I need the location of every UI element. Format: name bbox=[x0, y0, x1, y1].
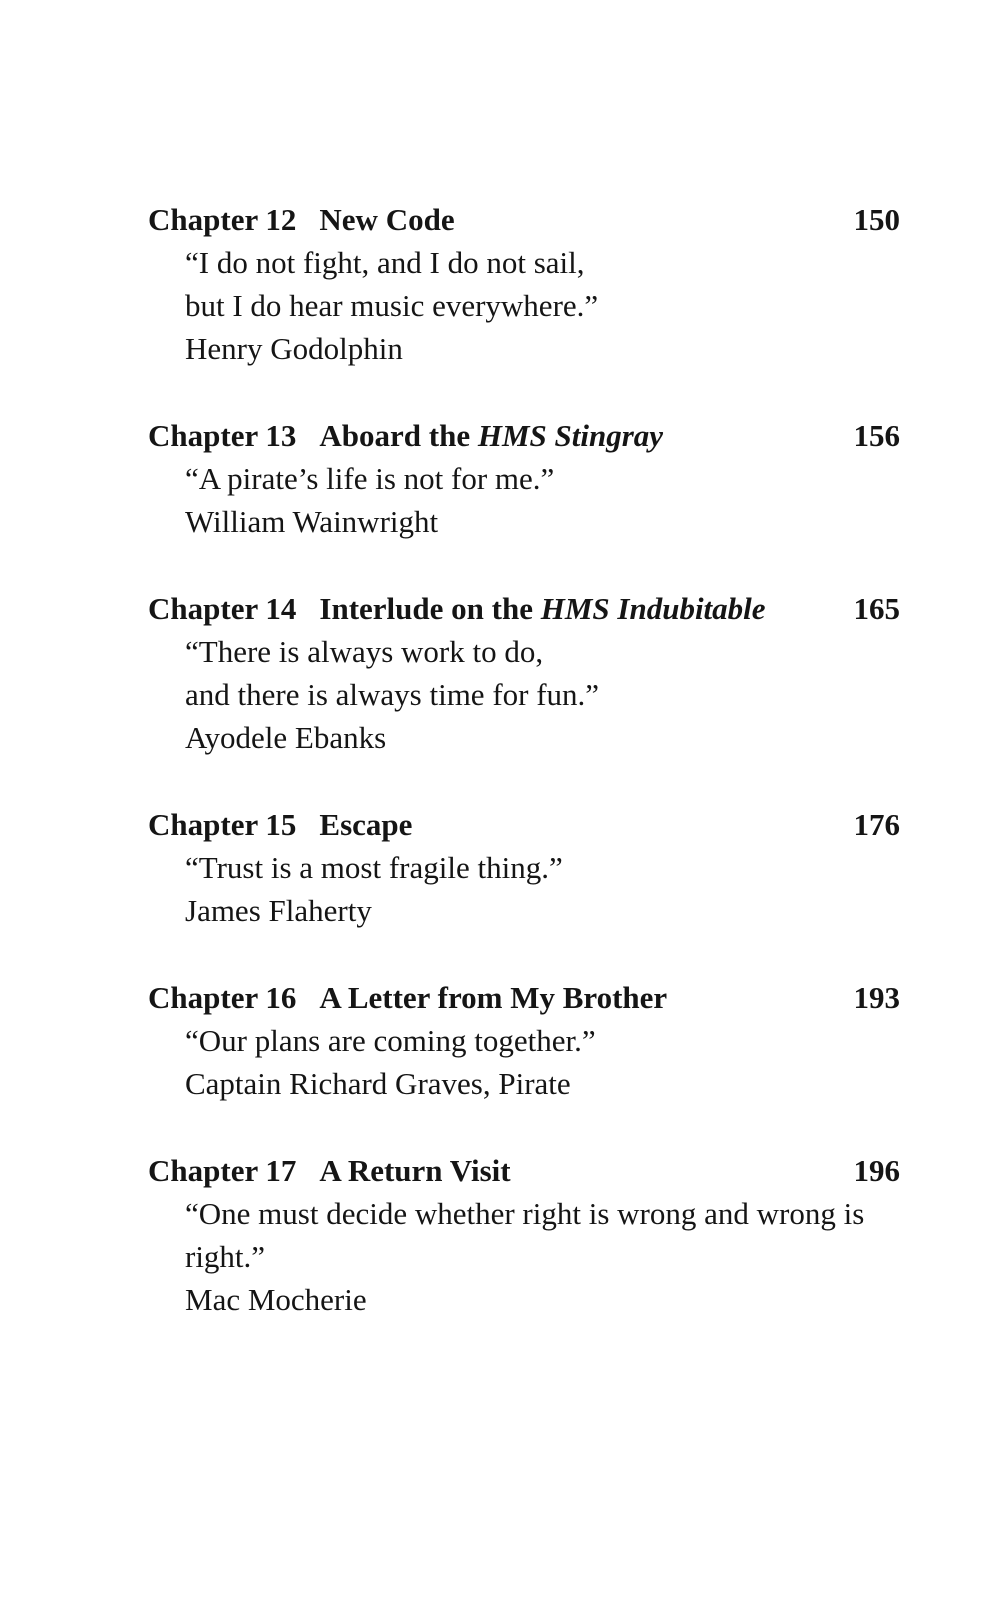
chapter-number-label: Chapter 17 bbox=[148, 1153, 297, 1188]
chapter-title-italic: HMS Stingray bbox=[477, 418, 664, 453]
chapter-title-italic: HMS Indubitable bbox=[540, 591, 766, 626]
epigraph-attribution: James Flaherty bbox=[185, 893, 372, 928]
chapter-title: New Code bbox=[319, 202, 455, 237]
epigraph-quote-line: but I do hear music everywhere.” bbox=[185, 288, 599, 323]
chapter-number-label: Chapter 16 bbox=[148, 980, 297, 1015]
toc-entry bbox=[148, 587, 900, 759]
chapter-number-label: Chapter 13 bbox=[148, 418, 297, 453]
chapter-heading bbox=[148, 587, 900, 630]
epigraph-attribution: Ayodele Ebanks bbox=[185, 720, 387, 755]
page-number: 196 bbox=[853, 1153, 900, 1188]
page-number: 193 bbox=[853, 980, 900, 1015]
chapter-title: Interlude on the bbox=[319, 591, 541, 626]
chapter-title: A Return Visit bbox=[319, 1153, 511, 1188]
chapter-title: A Letter from My Brother bbox=[319, 980, 668, 1015]
page-number: 150 bbox=[853, 202, 900, 237]
chapter-title: Escape bbox=[319, 807, 413, 842]
chapter-heading bbox=[148, 803, 900, 846]
toc-entry bbox=[148, 1149, 900, 1321]
chapter-number-label: Chapter 15 bbox=[148, 807, 297, 842]
chapter-heading-text bbox=[148, 414, 663, 457]
chapter-number-label: Chapter 14 bbox=[148, 591, 297, 626]
epigraph-quote-line: “Our plans are coming together.” bbox=[185, 1023, 596, 1058]
chapter-number-label: Chapter 12 bbox=[148, 202, 297, 237]
chapter-heading bbox=[148, 414, 900, 457]
epigraph-attribution: William Wainwright bbox=[185, 504, 439, 539]
page-number: 165 bbox=[853, 591, 900, 626]
chapter-heading-text bbox=[148, 587, 766, 630]
epigraph-attribution: Captain Richard Graves, Pirate bbox=[185, 1066, 571, 1101]
chapter-heading bbox=[148, 976, 900, 1019]
epigraph-quote-line: “One must decide whether right is wrong and wrong is right.” bbox=[185, 1196, 865, 1274]
toc-entry bbox=[148, 414, 900, 543]
epigraph-quote-line: “Trust is a most fragile thing.” bbox=[185, 850, 563, 885]
table-of-contents bbox=[148, 198, 900, 1365]
toc-entry bbox=[148, 198, 900, 370]
chapter-heading-text bbox=[148, 1149, 511, 1192]
epigraph-quote-line: “I do not fight, and I do not sail, bbox=[185, 245, 585, 280]
chapter-heading-text bbox=[148, 976, 667, 1019]
epigraph-attribution: Henry Godolphin bbox=[185, 331, 403, 366]
page-number: 176 bbox=[853, 807, 900, 842]
epigraph-quote-line: “A pirate’s life is not for me.” bbox=[185, 461, 555, 496]
chapter-heading bbox=[148, 198, 900, 241]
page-number: 156 bbox=[853, 418, 900, 453]
chapter-title: Aboard the bbox=[319, 418, 478, 453]
epigraph-quote-line: “There is always work to do, bbox=[185, 634, 544, 669]
toc-entry bbox=[148, 803, 900, 932]
epigraph-quote-line: and there is always time for fun.” bbox=[185, 677, 600, 712]
chapter-heading-text bbox=[148, 803, 412, 846]
toc-entry bbox=[148, 976, 900, 1105]
epigraph-attribution: Mac Mocherie bbox=[185, 1282, 367, 1317]
chapter-heading-text bbox=[148, 198, 455, 241]
chapter-heading bbox=[148, 1149, 900, 1192]
